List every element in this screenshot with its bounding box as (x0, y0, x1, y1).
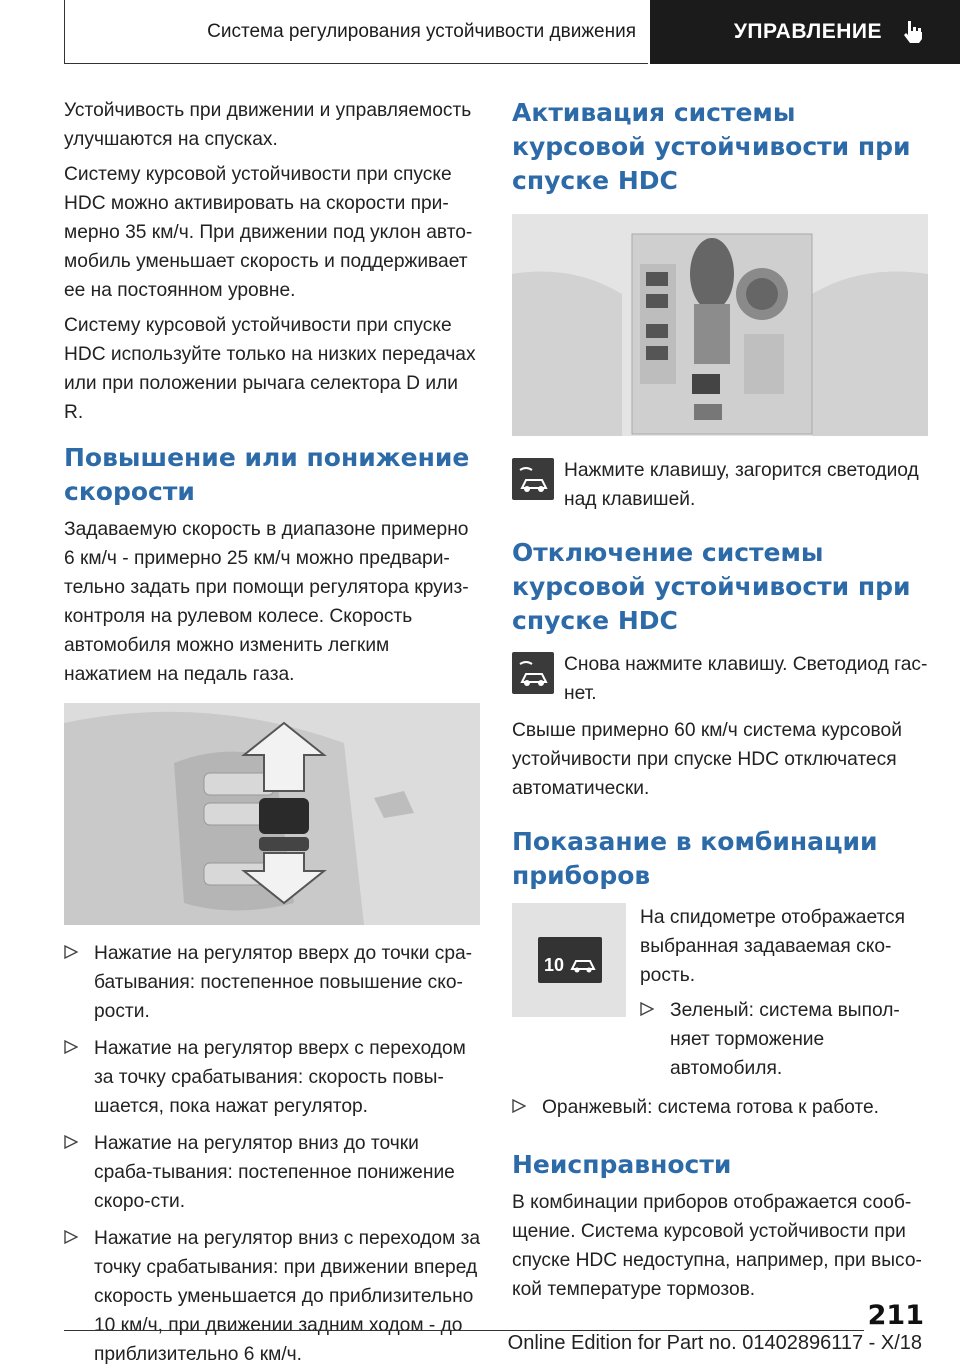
paragraph-set-speed: Задаваемую скорость в диапазоне примерно 6 км/ч - примерно 25 км/ч можно предвари-тельно задать при помощи регулятора круиз-контроля на рулевом колесе. Скорость автомобиля можно изменить легким нажатием на педаль газа. (64, 519, 469, 685)
section-title-text: Система регулирования устойчивости движения (207, 20, 636, 42)
hdc-button-icon (512, 652, 554, 694)
left-column (64, 96, 482, 1369)
deactivate-instruction (512, 650, 932, 708)
paragraph-fault: В комбинации приборов отображается сооб-щение. Система курсовой устойчивости при спуске HDC недоступна, например, при высо-кой температуре тормозов. (512, 1192, 922, 1300)
triangle-bullet-icon (512, 1099, 526, 1113)
activate-text: Нажмите клавишу, загорится светодиод над клавишей. (564, 460, 919, 510)
list-item (512, 1093, 932, 1122)
section-title (64, 0, 648, 64)
heading-instrument-display: Показание в комбинации приборов (512, 827, 878, 890)
heading-activation: Активация системы курсовой устойчивости при спуске HDC (512, 98, 911, 195)
triangle-bullet-icon (64, 1135, 78, 1149)
heading-deactivation: Отключение системы курсовой устойчивости при спуске HDC (512, 538, 911, 635)
list-item (64, 939, 482, 1026)
triangle-bullet-icon (640, 1002, 654, 1016)
bullet-text: Нажатие на регулятор вниз с переходом за точку срабатывания: при движении вперед скорость уменьшается до приблизительно 10 км/ч, при движении задним ходом - до приблизительно 6 км/ч. (94, 1228, 481, 1365)
display-screen (538, 937, 602, 983)
hand-pointer-icon (900, 19, 926, 45)
center-console-figure (512, 214, 928, 436)
display-color-list-2 (512, 1093, 932, 1122)
bullet-text: Нажатие на регулятор вверх с переходом за точку срабатывания: скорость повы-шается, пока нажат регулятор. (94, 1038, 466, 1117)
display-section (512, 903, 932, 1083)
display-description (640, 903, 932, 1083)
list-item (64, 1224, 482, 1369)
activate-instruction (512, 456, 932, 514)
steering-wheel-figure (64, 703, 480, 925)
display-text: На спидометре отображается выбранная задаваемая ско-рость. (640, 907, 906, 986)
bullet-text: Зеленый: система выпол-няет торможение автомобиля. (670, 1000, 900, 1079)
display-color-list (640, 996, 932, 1083)
paragraph-stability: Устойчивость при движении и управляемость улучшаются на спусках. (64, 100, 472, 150)
list-item (640, 996, 932, 1083)
list-item (64, 1034, 482, 1121)
triangle-bullet-icon (64, 1230, 78, 1244)
triangle-bullet-icon (64, 945, 78, 959)
deactivate-text: Снова нажмите клавишу. Светодиод гас-нет. (564, 654, 928, 704)
speedometer-display-figure (512, 903, 626, 1017)
hdc-button-icon (512, 458, 554, 500)
right-column (512, 96, 932, 1310)
display-speed-value: 10 (544, 955, 565, 975)
paragraph-usage: Систему курсовой устойчивости при спуске HDC используйте только на низких передачах или при положении рычага селектора D или R. (64, 315, 476, 423)
bullet-text: Нажатие на регулятор вверх до точки сра-батывания: постепенное повышение ско-рости. (94, 943, 473, 1022)
triangle-bullet-icon (64, 1040, 78, 1054)
list-item (64, 1129, 482, 1216)
speed-control-list (64, 939, 482, 1369)
heading-speed-change: Повышение или понижение скорости (64, 443, 470, 506)
chapter-tab[interactable] (650, 0, 960, 64)
heading-malfunctions: Неисправности (512, 1150, 732, 1179)
footer-divider (64, 1330, 864, 1331)
bullet-text: Оранжевый: система готова к работе. (542, 1097, 880, 1118)
chapter-label: УПРАВЛЕНИЕ (733, 20, 882, 43)
paragraph-activation-speed: Систему курсовой устойчивости при спуске HDC можно активировать на скорости при-мерно 35 км/ч. При движении под уклон авто-мобиль уменьшает скорость и поддерживает ее на постоянном уровне. (64, 164, 473, 301)
footer-edition[interactable]: Online Edition for Part no. 01402896117 - X/18 (507, 1332, 922, 1354)
hdc-car-icon (568, 951, 598, 975)
page-number: 211 (867, 1300, 924, 1331)
bullet-text: Нажатие на регулятор вниз до точки сраба-тывания: постепенное понижение скоро-сти. (94, 1133, 455, 1212)
paragraph-auto-off: Свыше примерно 60 км/ч система курсовой устойчивости при спуске HDC отключатеся автоматически. (512, 720, 902, 799)
